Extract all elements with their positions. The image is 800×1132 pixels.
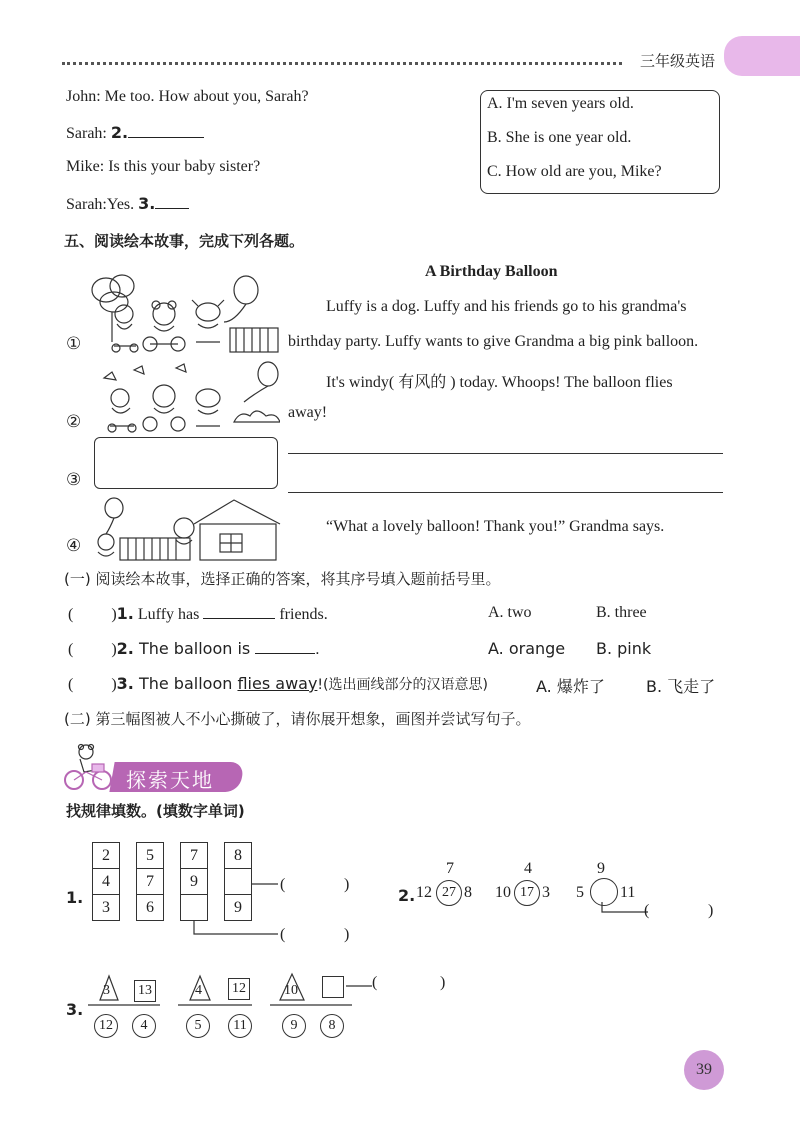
part-one-heading: (一) 阅读绘本故事，选择正确的答案，将其序号填入题前括号里。 [64,570,501,588]
q2-center-circle: 17 [514,880,540,906]
q1-cell: 3 [92,894,120,921]
question-number: 3. [138,194,156,213]
question-text: friends. [275,606,328,623]
underlined-phrase: flies away [237,674,318,693]
question-number: 3. [116,674,134,693]
picture-number-4: ④ [66,536,82,555]
paren-open: ( [644,902,650,919]
question-number: 2. [110,123,129,142]
q2-left-number: 10 [495,884,511,901]
explore-instruction: 找规律填数。(填数字单词) [66,802,245,820]
q3-circle: 8 [320,1014,344,1038]
paren-open: ( [372,974,378,991]
story-line-3: It's windy( 有风的 ) today. Whoops! The balloon flies [326,374,673,391]
q3-square: 12 [228,978,250,1000]
dialogue-line-2 [66,123,204,143]
writing-line-1[interactable] [288,453,723,454]
picture-number-1: ① [66,334,82,353]
q3-triangle-number: 10 [284,983,298,998]
q2-top-number: 9 [597,860,605,877]
speaker: Sarah: [66,125,111,142]
q1-cell: 7 [180,842,208,869]
story-line-1: Luffy is a dog. Luffy and his friends go to his grandma's [326,298,687,315]
option-a: A. two [488,604,532,621]
story-picture-1 [84,272,280,354]
q2-center-circle: 27 [436,880,462,906]
paren-close: ) [111,641,117,658]
q2-label: 2. [398,886,416,905]
q3-circle: 12 [94,1014,118,1038]
q3-label: 3. [66,1000,84,1019]
question-row-3 [68,674,748,694]
q2-top-number: 7 [446,860,454,877]
q3-circle: 4 [132,1014,156,1038]
q1-cell: 6 [136,894,164,921]
question-number: 1. [116,604,134,623]
page-number: 39 [684,1050,724,1090]
q1-label: 1. [66,888,84,907]
option-b: B. pink [596,639,652,658]
question-text: The balloon [133,674,238,693]
paren-open: ( [68,641,74,658]
option-a: A. I'm seven years old. [487,95,634,112]
paren-close: ) [344,876,350,893]
q3-empty-square[interactable] [322,976,344,998]
fill-blank[interactable] [203,604,275,619]
section-five-heading: 五、阅读绘本故事，完成下列各题。 [64,232,305,250]
q1-cell: 2 [92,842,120,869]
dialogue-line-1: John: Me too. How about you, Sarah? [66,88,309,105]
story-line-4: away! [288,404,328,421]
q2-right-number: 8 [464,884,472,901]
paren-close: ) [111,676,117,693]
option-a: A. 爆炸了 [536,677,605,696]
q2-right-number: 11 [620,884,636,901]
story-line-5: “What a lovely balloon! Thank you!” Grandma says. [326,518,665,535]
q2-right-number: 3 [542,884,550,901]
q3-circle: 9 [282,1014,306,1038]
q3-square: 13 [134,980,156,1002]
paren-open: ( [280,926,286,943]
story-picture-4 [84,494,284,564]
paren-open: ( [280,876,286,893]
q1-cell: 9 [180,868,208,895]
answer-blank[interactable] [155,194,189,209]
question-number: 2. [116,639,134,658]
q2-top-number: 4 [524,860,532,877]
option-b: B. She is one year old. [487,129,632,146]
writing-line-2[interactable] [288,492,723,493]
q2-left-number: 5 [576,884,584,901]
option-a: A. orange [488,639,566,658]
q1-cell: 9 [224,894,252,921]
speaker: Sarah:Yes. [66,196,139,213]
question-text: !(选出画线部分的汉语意思) [317,677,488,693]
q1-connector-lines [190,880,290,940]
q2-connector-line [600,902,650,922]
paren-close: ) [344,926,350,943]
paren-open: ( [68,676,74,693]
q3-triangle-number: 3 [103,983,110,998]
header-dotted-rule [62,62,622,65]
question-text: Luffy has [133,606,204,623]
question-row-2 [68,639,728,659]
bicycle-bear-icon [62,742,114,792]
question-text: The balloon is [133,639,256,658]
torn-picture-box[interactable] [94,437,278,489]
option-b: B. 飞走了 [646,677,716,696]
fill-blank[interactable] [255,639,315,654]
paren-open: ( [68,606,74,623]
answer-blank[interactable] [128,123,204,138]
q1-cell: 7 [136,868,164,895]
option-b: B. three [596,604,647,621]
picture-number-3: ③ [66,470,82,489]
q3-triangle-number: 4 [195,983,202,998]
paren-close: ) [708,902,714,919]
story-picture-2 [84,360,280,434]
q3-circle: 11 [228,1014,252,1038]
part-two-heading: (二) 第三幅图被人不小心撕破了，请你展开想象，画图并尝试写句子。 [64,710,531,728]
dialogue-line-4 [66,194,189,214]
question-text: . [315,641,320,658]
options-box [480,90,720,194]
question-row-1 [68,604,728,624]
dialogue-line-3: Mike: Is this your baby sister? [66,158,261,175]
q1-cell: 4 [92,868,120,895]
paren-close: ) [111,606,117,623]
explore-title: 探索天地 [126,768,214,792]
q1-cell: 5 [136,842,164,869]
story-line-2: birthday party. Luffy wants to give Grandma a big pink balloon. [288,333,699,350]
paren-close: ) [440,974,446,991]
header-section-title: 三年级英语 [640,52,716,70]
picture-number-2: ② [66,412,82,431]
q3-circle: 5 [186,1014,210,1038]
option-c: C. How old are you, Mike? [487,163,662,180]
q1-cell: 8 [224,842,252,869]
story-title: A Birthday Balloon [425,263,558,280]
header-tab [724,36,800,76]
q2-left-number: 12 [416,884,432,901]
